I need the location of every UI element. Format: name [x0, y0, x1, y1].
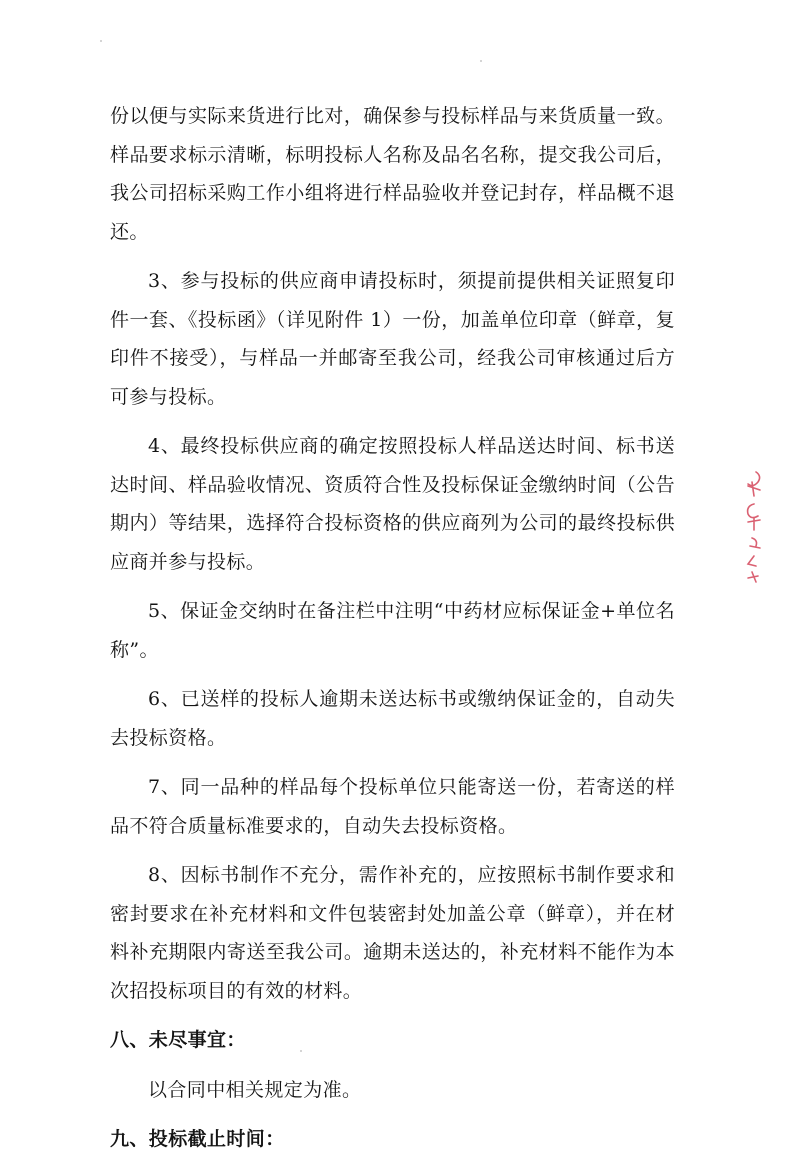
- seam-stamp-fragment: [718, 460, 778, 600]
- section-heading-8: 八、未尽事宜：: [110, 1029, 246, 1051]
- paragraph-item-4: 4、最终投标供应商的确定按照投标人样品送达时间、标书送达时间、样品验收情况、资质符合性及投标保证金缴纳时间（公告期内）等结果，选择符合投标资格的供应商列为公司的最终投标供应商并参与投标。: [110, 435, 675, 573]
- scan-speck: [300, 1050, 302, 1052]
- paragraph-item-7: 7、同一品种的样品每个投标单位只能寄送一份，若寄送的样品不符合质量标准要求的，自动失去投标资格。: [110, 776, 675, 837]
- paragraph-item-5: 5、保证金交纳时在备注栏中注明“中药材应标保证金+单位名称”。: [110, 600, 675, 661]
- section-heading-9: 九、投标截止时间：: [110, 1128, 285, 1150]
- paragraph-item-6: 6、已送样的投标人逾期未送达标书或缴纳保证金的，自动失去投标资格。: [110, 688, 675, 749]
- scan-speck: [100, 40, 102, 42]
- paragraph-item-8: 8、因标书制作不充分，需作补充的，应按照标书制作要求和密封要求在补充材料和文件包装密封处加盖公章（鲜章），并在材料补充期限内寄送至我公司。逾期未送达的，补充材料不能作为本次招投标项目的有效的材料。: [110, 864, 675, 1002]
- document-body: [110, 97, 675, 1170]
- paragraph-section-8-body: 以合同中相关规定为准。: [148, 1078, 362, 1101]
- scan-speck: [480, 60, 482, 62]
- paragraph-sample-continuation: 份以便与实际来货进行比对，确保参与投标样品与来货质量一致。样品要求标示清晰，标明投标人名称及品名名称，提交我公司后，我公司招标采购工作小组将进行样品验收并登记封存，样品概不退还。: [110, 105, 675, 243]
- paragraph-item-3: 3、参与投标的供应商申请投标时，须提前提供相关证照复印件一套、《投标函》（详见附件 1）一份，加盖单位印章（鲜章，复印件不接受），与样品一并邮寄至我公司，经我公司审核通过后方可参与投标。: [110, 270, 675, 408]
